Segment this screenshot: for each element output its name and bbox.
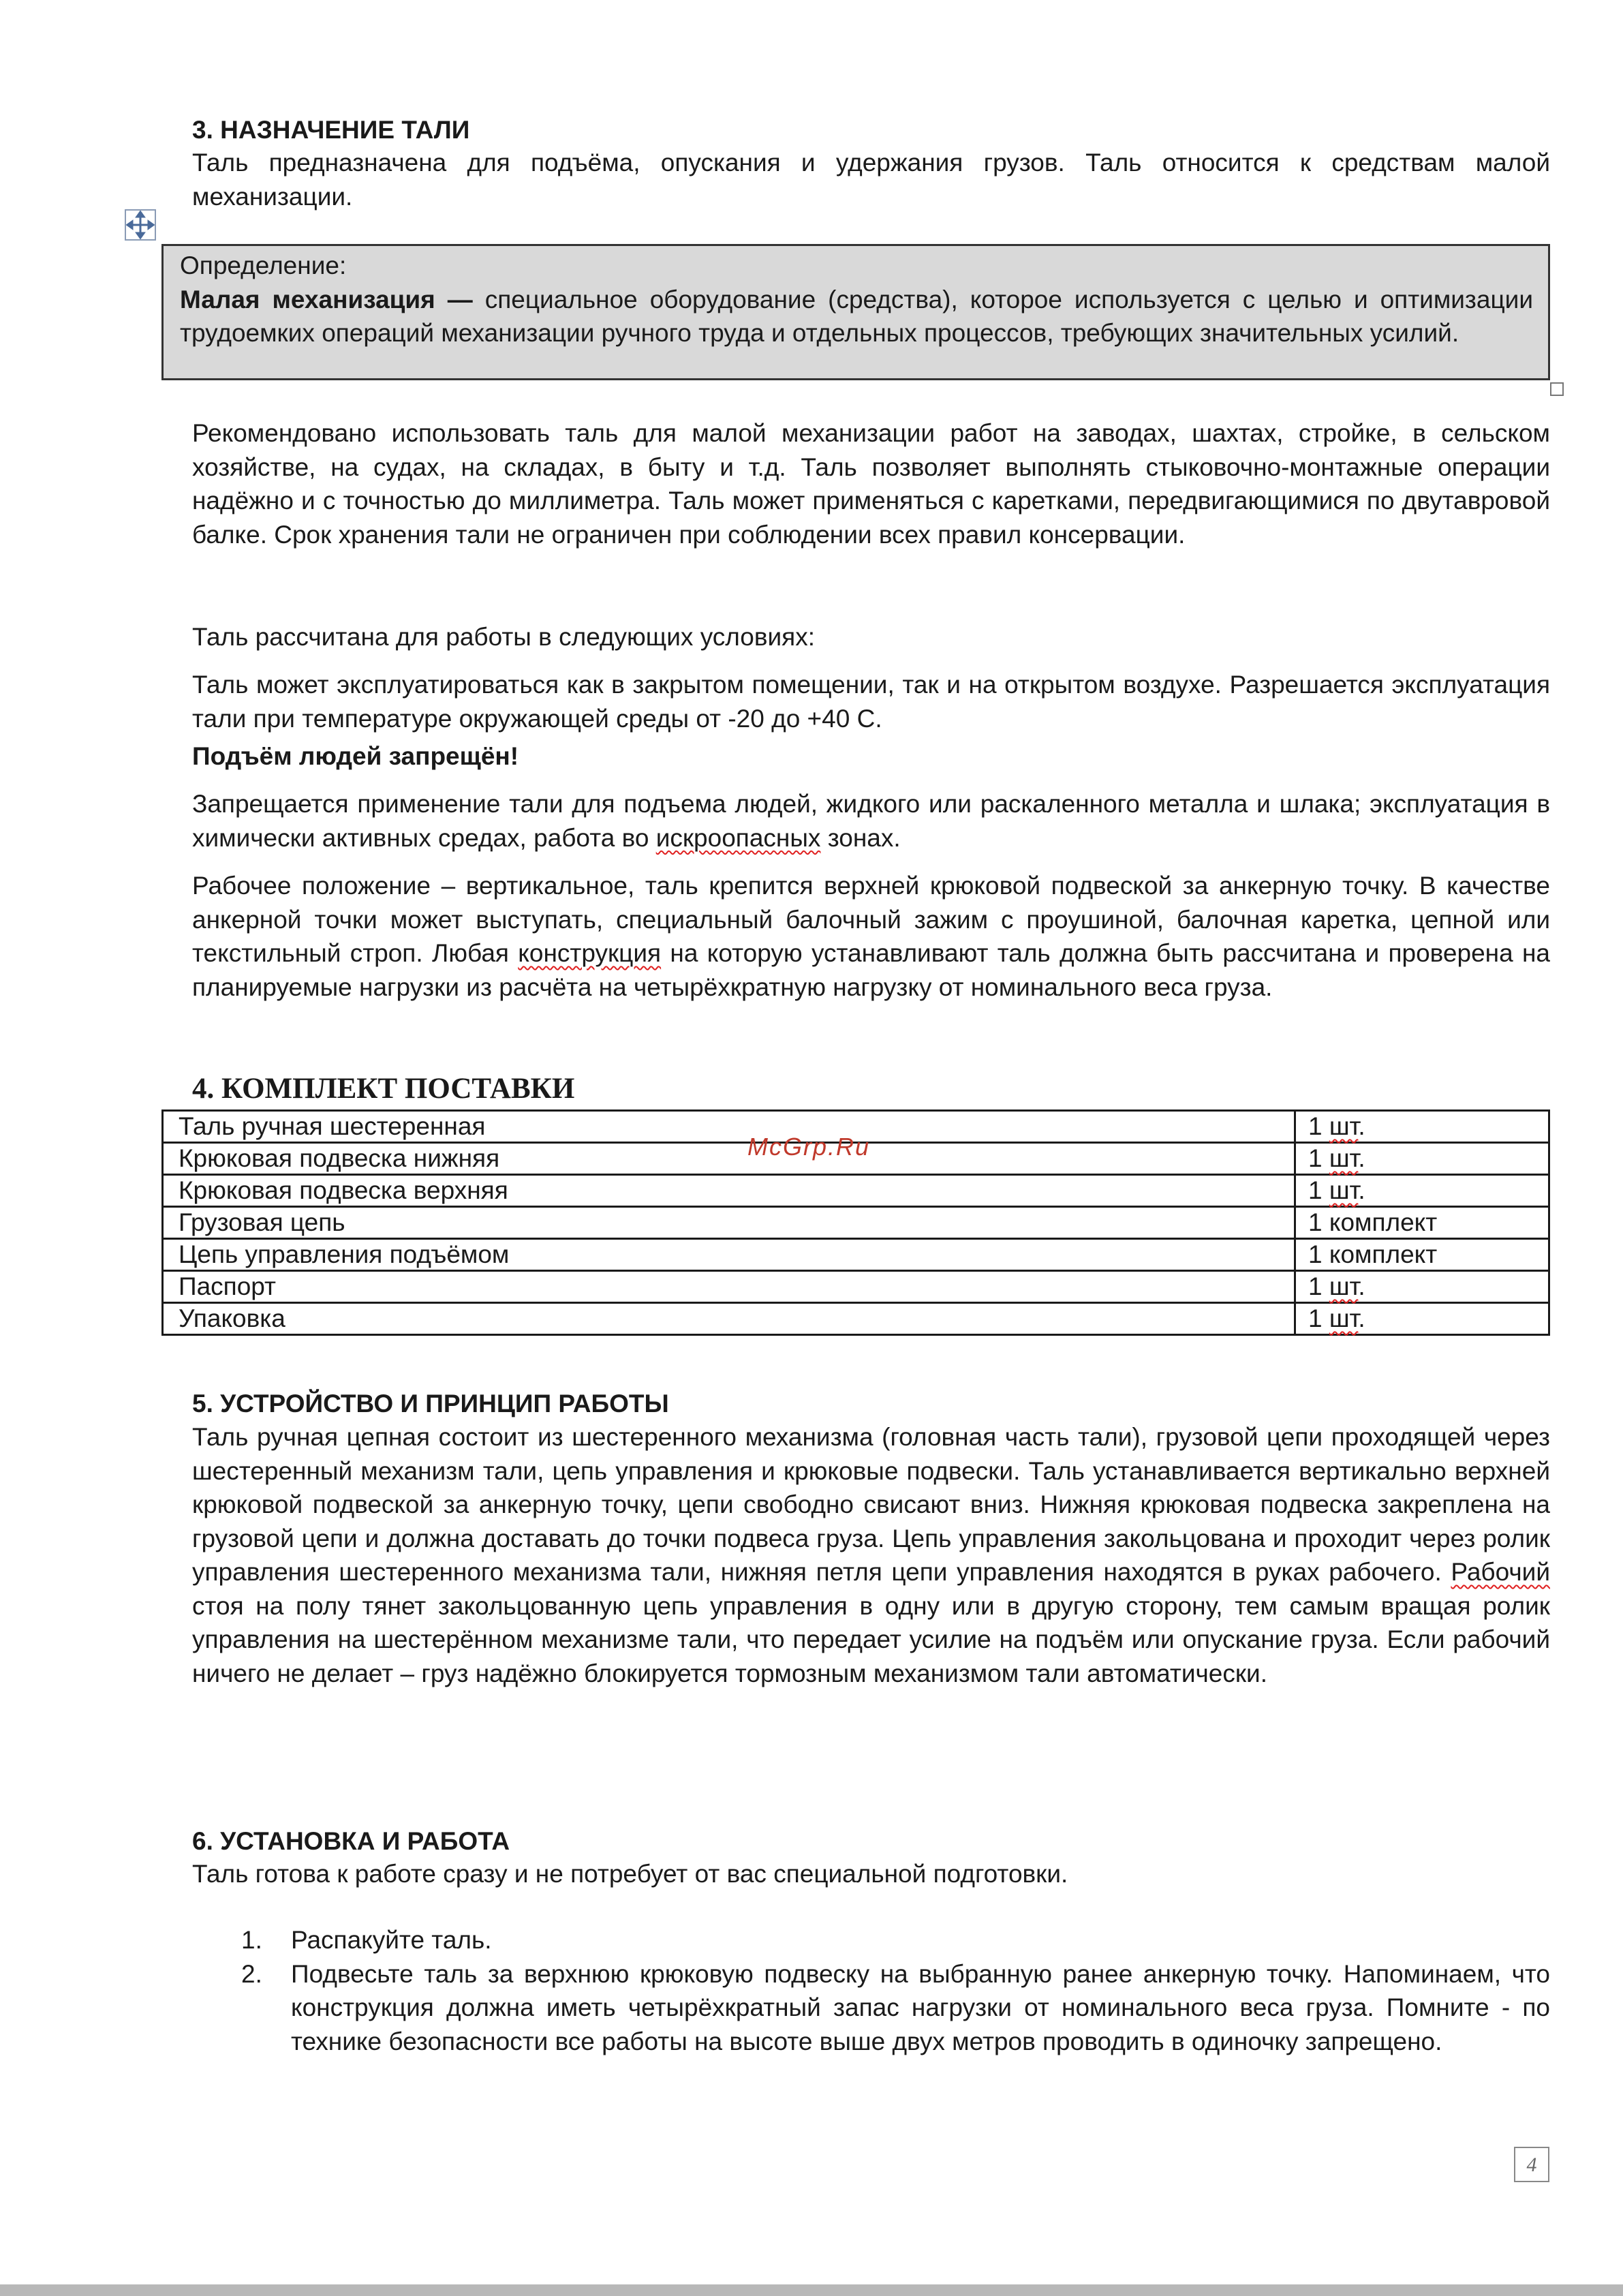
window-bottom-strip <box>0 2284 1623 2296</box>
spellcheck-word: искроопасных <box>655 823 821 852</box>
table-row <box>163 1303 1549 1335</box>
move-arrows-icon <box>126 211 155 239</box>
item-cell: Цепь управления подъёмом <box>163 1239 1295 1271</box>
item-cell: Грузовая цепь <box>163 1207 1295 1239</box>
table-row <box>163 1207 1549 1239</box>
p2-part-c: зонах. <box>820 823 901 852</box>
quantity-unit: шт <box>1329 1176 1359 1204</box>
quantity-cell <box>1295 1207 1549 1239</box>
quantity-dot: . <box>1358 1304 1365 1332</box>
definition-box <box>161 244 1550 380</box>
p3-part-a: Рабочее положение – вертикальное, таль крепится верхней крюковой подвеской за анкерную точку. В качестве анкерной точки может выступать, специальный балочный зажим с проушиной, балочная каретка, цепной или текстильный строп. Любая <box>192 872 1550 967</box>
item-cell: Паспорт <box>163 1271 1295 1303</box>
recommend-paragraph: Рекомендовано использовать таль для малой механизации работ на заводах, шахтах, стройке, в сельском хозяйстве, на судах, на складах, в быту и т.д. Таль позволяет выполнять стыковочно-монтажные операции надёжно и с точностью до миллиметра. Таль может применяться с каретками, передвигающимися по двутавровой балке. Срок хранения тали не ограничен при соблюдении всех правил консервации. <box>192 419 1550 549</box>
item-cell: Крюковая подвеска нижняя <box>163 1143 1295 1175</box>
quantity-cell <box>1295 1143 1549 1175</box>
quantity-number: 1 комплект <box>1308 1208 1438 1236</box>
section-3-heading: 3. НАЗНАЧЕНИЕ ТАЛИ <box>192 116 470 144</box>
quantity-dot: . <box>1358 1144 1365 1172</box>
section-6-intro: Таль готова к работе сразу и не потребует от вас специальной подготовки. <box>192 1860 1068 1888</box>
s5-part-a: Таль ручная цепная состоит из шестеренного механизма (головная часть тали), грузовой цепи проходящей через шестеренный механизм тали, цепь управления и крюковые подвески. Таль устанавливается вертикально верхней крюковой подвеской за анкерную точку, цепи свободно свисают вниз. Нижняя крюковая подвеска закреплена на грузовой цепи и должна доставать до точки подвеса груза. Цепь управления закольцована и проходит через ролик управления шестеренного механизма тали, нижняя петля цепи управления находятся в руках рабочего. <box>192 1423 1550 1586</box>
item-cell: Крюковая подвеска верхняя <box>163 1175 1295 1207</box>
list-number: 1. <box>241 1926 262 1954</box>
conditions-paragraph-2 <box>192 787 1550 855</box>
conditions-paragraph-1: Таль может эксплуатироваться как в закрытом помещении, так и на открытом воздухе. Разрешается эксплуатация тали при температуре окружающей среды от -20 до +40 С. <box>192 671 1550 733</box>
spellcheck-word: Рабочий <box>1451 1558 1550 1586</box>
quantity-number: 1 <box>1308 1144 1329 1172</box>
conditions-paragraph-3 <box>192 869 1550 1004</box>
quantity-dot: . <box>1358 1176 1365 1204</box>
item-cell: Таль ручная шестеренная <box>163 1111 1295 1143</box>
page-number-mark: 4 <box>1514 2147 1549 2182</box>
setup-steps-list <box>192 1923 1550 2058</box>
section-3-paragraph: Таль предназначена для подъёма, опускания и удержания грузов. Таль относится к средствам малой механизации. <box>192 149 1550 211</box>
quantity-unit: шт <box>1329 1112 1359 1140</box>
watermark: McGrp.Ru <box>747 1133 871 1161</box>
definition-label: Определение: <box>180 251 347 279</box>
section-6-heading: 6. УСТАНОВКА И РАБОТА <box>192 1827 510 1855</box>
quantity-unit: шт <box>1329 1144 1359 1172</box>
conditions-intro: Таль рассчитана для работы в следующих условиях: <box>192 623 815 651</box>
quantity-dot: . <box>1358 1112 1365 1140</box>
table-move-handle[interactable] <box>125 209 156 241</box>
quantity-cell <box>1295 1303 1549 1335</box>
quantity-cell <box>1295 1239 1549 1271</box>
definition-text <box>180 283 1533 350</box>
definition-term: Малая механизация — <box>180 285 473 313</box>
quantity-dot: . <box>1358 1272 1365 1300</box>
list-item <box>192 1923 1550 1957</box>
quantity-unit: шт <box>1329 1304 1359 1332</box>
item-cell: Упаковка <box>163 1303 1295 1335</box>
p3-part-c: на которую устанавливают таль должна быть рассчитана и проверена на планируемые нагрузки из расчёта на четырёхкратную нагрузку от номинального веса груза. <box>192 939 1550 1001</box>
p2-part-a: Запрещается применение тали для подъема людей, жидкого или раскаленного металла и шлака; эксплуатация в химически активных средах, работа во <box>192 790 1550 852</box>
table-row <box>163 1271 1549 1303</box>
table-row <box>163 1175 1549 1207</box>
quantity-unit: шт <box>1329 1272 1359 1300</box>
section-5-paragraph <box>192 1420 1550 1690</box>
quantity-number: 1 <box>1308 1272 1329 1300</box>
definition-body: специальное оборудование (средства), которое используется с целью и оптимизации трудоемких операций механизации ручного труда и отдельных процессов, требующих значительных усилий. <box>180 285 1533 347</box>
list-number: 2. <box>241 1959 262 1988</box>
table-row <box>163 1239 1549 1271</box>
quantity-cell <box>1295 1271 1549 1303</box>
section-4-heading: 4. КОМПЛЕКТ ПОСТАВКИ <box>192 1073 575 1105</box>
section-5-heading: 5. УСТРОЙСТВО И ПРИНЦИП РАБОТЫ <box>192 1390 669 1418</box>
quantity-number: 1 <box>1308 1112 1329 1140</box>
list-item <box>192 1957 1550 2059</box>
list-text: Распакуйте таль. <box>291 1926 492 1954</box>
table-resize-handle[interactable] <box>1550 382 1564 396</box>
s5-part-c: стоя на полу тянет закольцованную цепь управления в одну или в другую сторону, тем самым вращая ролик управления на шестерённом механизме тали, что передает усилие на подъём или опускание груза. Если рабочий ничего не делает – груз надёжно блокируется тормозным механизмом тали автоматически. <box>192 1591 1550 1687</box>
quantity-number: 1 комплект <box>1308 1240 1438 1268</box>
spellcheck-word: конструкция <box>518 939 662 967</box>
lifting-people-warning: Подъём людей запрещён! <box>192 742 519 770</box>
list-text: Подвесьте таль за верхнюю крюковую подвеску на выбранную ранее анкерную точку. Напоминаем, что конструкция должна иметь четырёхкратный запас нагрузки от номинального веса груза. Помните - по технике безопасности все работы на высоте выше двух метров проводить в одиночку запрещено. <box>291 1959 1550 2055</box>
quantity-cell <box>1295 1175 1549 1207</box>
quantity-cell <box>1295 1111 1549 1143</box>
quantity-number: 1 <box>1308 1304 1329 1332</box>
quantity-number: 1 <box>1308 1176 1329 1204</box>
